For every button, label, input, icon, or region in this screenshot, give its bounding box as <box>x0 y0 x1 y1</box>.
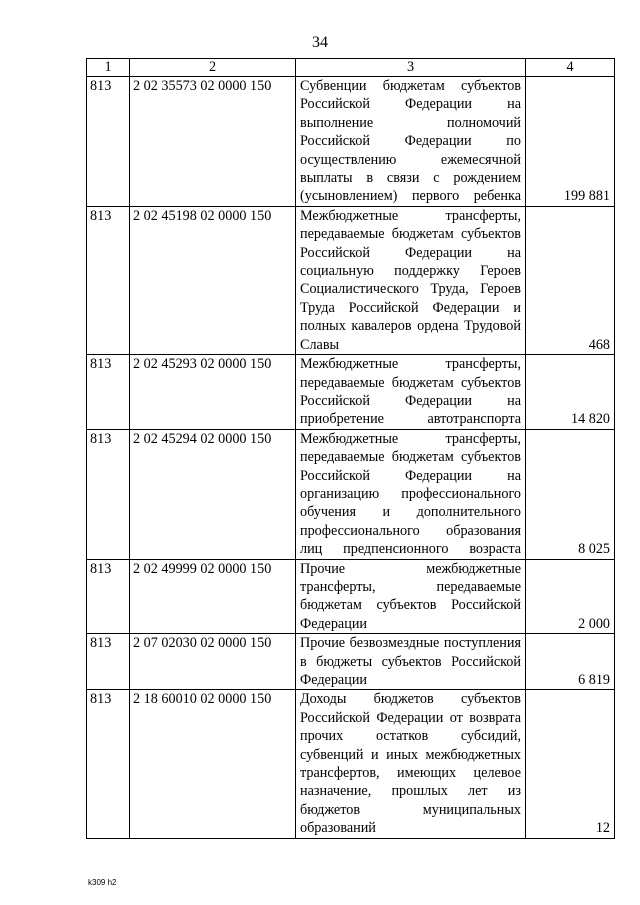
budget-code: 2 02 45294 02 0000 150 <box>130 429 296 559</box>
budget-code: 2 02 35573 02 0000 150 <box>130 77 296 207</box>
row-description: Межбюджетные трансферты, передаваемые бюджетам субъектов Российской Федерации на организацию профессионального обучения и дополнительного профессионального образования лиц предпенсионного возраста <box>296 429 526 559</box>
table-row <box>87 559 615 634</box>
row-amount: 14 820 <box>526 355 615 430</box>
row-amount: 8 025 <box>526 429 615 559</box>
admin-code: 813 <box>87 559 130 634</box>
row-amount: 468 <box>526 206 615 354</box>
row-description: Межбюджетные трансферты, передаваемые бюджетам субъектов Российской Федерации на социальную поддержку Героев Социалистического Труда, Героев Труда Российской Федерации и полных кавалеров ордена Трудовой Славы <box>296 206 526 354</box>
table-row <box>87 429 615 559</box>
admin-code: 813 <box>87 355 130 430</box>
row-description: Прочие межбюджетные трансферты, передаваемые бюджетам субъектов Российской Федерации <box>296 559 526 634</box>
table-header-row <box>87 59 615 77</box>
admin-code: 813 <box>87 690 130 838</box>
admin-code: 813 <box>87 206 130 354</box>
header-col-1: 1 <box>87 59 130 77</box>
table-row <box>87 634 615 690</box>
admin-code: 813 <box>87 429 130 559</box>
budget-code: 2 02 45198 02 0000 150 <box>130 206 296 354</box>
admin-code: 813 <box>87 77 130 207</box>
row-description: Доходы бюджетов субъектов Российской Федерации от возврата прочих остатков субсидий, субвенций и иных межбюджетных трансфертов, имеющих целевое назначение, прошлых лет из бюджетов муниципальных образований <box>296 690 526 838</box>
budget-code: 2 18 60010 02 0000 150 <box>130 690 296 838</box>
page-number: 34 <box>312 34 328 51</box>
header-col-4: 4 <box>526 59 615 77</box>
document-footer-code: k309 h2 <box>88 878 117 887</box>
row-amount: 12 <box>526 690 615 838</box>
row-amount: 6 819 <box>526 634 615 690</box>
row-amount: 2 000 <box>526 559 615 634</box>
table-row <box>87 77 615 207</box>
budget-code: 2 02 49999 02 0000 150 <box>130 559 296 634</box>
budget-code: 2 02 45293 02 0000 150 <box>130 355 296 430</box>
row-description: Субвенции бюджетам субъектов Российской Федерации на выполнение полномочий Российской Федерации по осуществлению ежемесячной выплаты в связи с рождением (усыновлением) первого ребенка <box>296 77 526 207</box>
table-row <box>87 206 615 354</box>
header-col-3: 3 <box>296 59 526 77</box>
row-description: Прочие безвозмездные поступления в бюджеты субъектов Российской Федерации <box>296 634 526 690</box>
header-col-2: 2 <box>130 59 296 77</box>
row-description: Межбюджетные трансферты, передаваемые бюджетам субъектов Российской Федерации на приобретение автотранспорта <box>296 355 526 430</box>
budget-code: 2 07 02030 02 0000 150 <box>130 634 296 690</box>
table-row <box>87 355 615 430</box>
admin-code: 813 <box>87 634 130 690</box>
table-row <box>87 690 615 838</box>
budget-table <box>86 58 615 839</box>
row-amount: 199 881 <box>526 77 615 207</box>
